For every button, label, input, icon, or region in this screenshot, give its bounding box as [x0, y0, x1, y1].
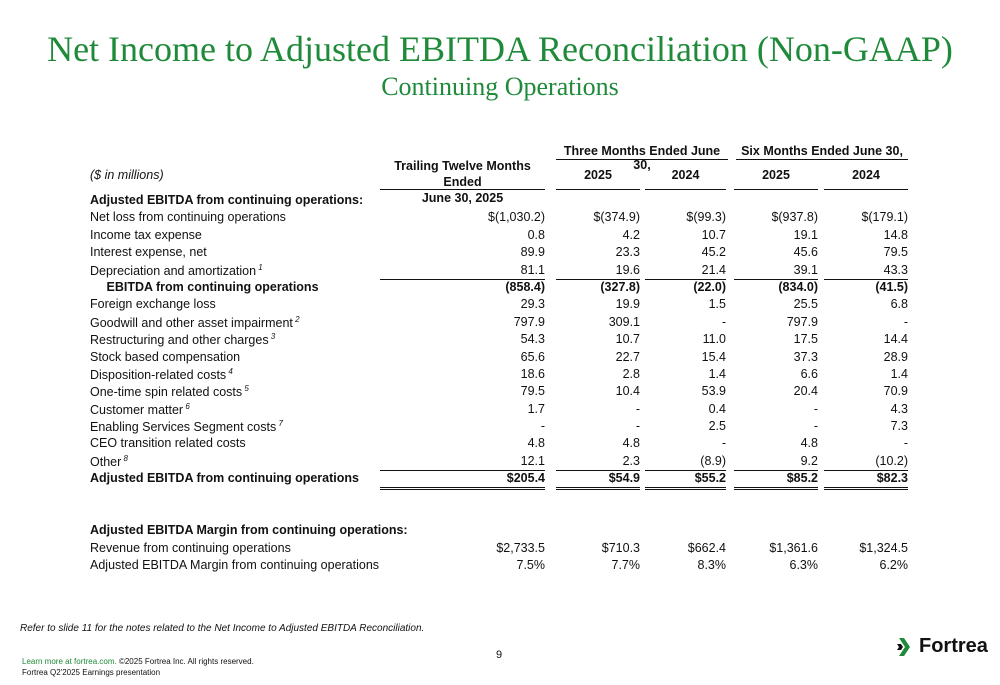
table-cell: 10.7 [701, 227, 726, 242]
footnote-marker: 7 [276, 419, 283, 429]
table-cell: 4.8 [622, 436, 640, 451]
table-cell: 18.6 [520, 366, 545, 381]
subtotal-rule [556, 279, 640, 280]
table-cell: (10.2) [875, 453, 908, 468]
table-cell: 1.5 [708, 297, 726, 312]
double-underline [824, 487, 908, 490]
table-cell: 11.0 [702, 332, 726, 347]
subtotal-rule [645, 470, 726, 471]
table-cell: (858.4) [505, 279, 545, 294]
row-label: Disposition-related costs $^4$ [90, 366, 233, 383]
table-cell: 22.7 [615, 349, 640, 364]
column-header-ttm-line1: Trailing Twelve Months Ended [394, 159, 531, 189]
table-cell: 15.4 [701, 349, 726, 364]
table-row [90, 383, 910, 400]
table-cell: (327.8) [600, 279, 640, 294]
footnote-marker: 4 [226, 366, 233, 376]
table-cell: 19.9 [615, 297, 640, 312]
table-cell: - [903, 436, 908, 451]
column-header-3m-2025: 2025 [584, 168, 612, 182]
column-header-6m-2024: 2024 [852, 168, 880, 182]
table-cell: 79.5 [520, 384, 545, 399]
table-cell: 2.8 [622, 366, 640, 381]
subtotal-rule [380, 279, 545, 280]
table-cell: $1,361.6 [769, 540, 818, 555]
table-cell: $(1,030.2) [488, 210, 545, 225]
table-cell: 8.3% [697, 558, 726, 573]
row-label: Customer matter $^6$ [90, 401, 190, 417]
table-cell: $(99.3) [686, 210, 726, 225]
table-cell: 7.3 [890, 419, 908, 434]
table-cell: (834.0) [778, 279, 818, 294]
column-header-6m-2025: 2025 [762, 168, 790, 182]
table-cell: 1.7 [527, 401, 545, 416]
table-cell: 4.3 [890, 401, 908, 416]
row-label: Foreign exchange loss [90, 297, 216, 312]
table-cell: - [721, 314, 726, 329]
table-cell: 0.8 [527, 227, 545, 242]
table-cell: - [721, 436, 726, 451]
subtotal-rule [824, 470, 908, 471]
table-cell: 7.5% [516, 558, 545, 573]
table-cell: 2.5 [708, 419, 726, 434]
table-cell: 23.3 [615, 245, 640, 260]
subtotal-rule [734, 470, 818, 471]
header-rule [734, 189, 818, 190]
table-cell: 10.7 [615, 332, 640, 347]
table-cell: 45.2 [701, 245, 726, 260]
table-row [90, 453, 910, 470]
table-cell: 28.9 [883, 349, 908, 364]
row-label: Adjusted EBITDA from continuing operations [90, 471, 359, 486]
fortrea-logo [897, 635, 988, 658]
table-row [90, 349, 910, 366]
double-underline [645, 487, 726, 490]
table-cell: $205.4 [506, 471, 545, 486]
table-row [90, 314, 910, 331]
table-cell: 0.4 [708, 401, 726, 416]
header-rule [824, 189, 908, 190]
table-cell: 17.5 [793, 332, 818, 347]
footnote-marker: 5 [242, 384, 249, 394]
footnote-marker: 3 [268, 332, 276, 342]
footnote-marker: 2 [292, 314, 300, 324]
table-cell: $82.3 [876, 471, 908, 486]
table-cell: $(179.1) [861, 210, 908, 225]
table-cell: 10.4 [615, 384, 640, 399]
table-cell: 19.1 [793, 227, 818, 242]
table-cell: 4.2 [622, 227, 640, 242]
table-row [90, 296, 910, 313]
table-total-row [90, 470, 910, 487]
double-underline [734, 487, 818, 490]
logo-text: Fortrea [919, 635, 988, 657]
footnote-marker: 6 [183, 401, 190, 411]
table-cell: (41.5) [875, 279, 908, 294]
footnote-marker: 1 [256, 262, 263, 272]
table-row [90, 366, 910, 383]
row-label: EBITDA from continuing operations [106, 279, 319, 294]
table-row [90, 209, 910, 226]
section-heading [90, 522, 910, 539]
section-heading [90, 192, 910, 209]
table-cell: $710.3 [601, 540, 640, 555]
header-rule [380, 189, 545, 190]
table-row [90, 262, 910, 279]
table-row [90, 244, 910, 261]
table-cell: 39.1 [793, 262, 818, 277]
table-cell: 25.5 [793, 297, 818, 312]
table-cell: $2,733.5 [496, 540, 545, 555]
table-cell: 6.6 [800, 366, 818, 381]
table-cell: 1.4 [890, 366, 908, 381]
table-cell: 797.9 [513, 314, 545, 329]
unit-label: ($ in millions) [90, 168, 164, 182]
table-cell: $55.2 [694, 471, 726, 486]
table-cell: $(374.9) [593, 210, 640, 225]
subtotal-rule [734, 279, 818, 280]
table-total-row [90, 279, 910, 296]
table-row [90, 401, 910, 418]
table-cell: 7.7% [611, 558, 640, 573]
table-cell: 53.9 [701, 384, 726, 399]
group-header-six-months: Six Months Ended June 30, [736, 144, 908, 160]
slide-title: Net Income to Adjusted EBITDA Reconciliation (Non-GAAP) [47, 29, 953, 69]
table-cell: - [635, 401, 640, 416]
table-cell: - [903, 314, 908, 329]
table-row [90, 331, 910, 348]
footnote-marker: 8 [121, 453, 128, 463]
footer-presentation: Fortrea Q2'2025 Earnings presentation [22, 668, 161, 677]
table-cell: 6.3% [789, 558, 818, 573]
table-cell: 89.9 [520, 245, 545, 260]
table-cell: 6.2% [879, 558, 908, 573]
table-cell: 309.1 [608, 314, 640, 329]
row-label: Net loss from continuing operations [90, 210, 286, 225]
table-cell: $(937.8) [771, 210, 818, 225]
row-label: Other $^8$ [90, 453, 128, 470]
table-cell: 54.3 [520, 332, 545, 347]
row-label: Restructuring and other charges $^3$ [90, 332, 276, 348]
table-cell: 65.6 [520, 349, 545, 364]
subtotal-rule [645, 279, 726, 280]
row-label: Depreciation and amortization $^1$ [90, 262, 263, 278]
section-heading-label: Adjusted EBITDA Margin from continuing operations: [90, 523, 408, 538]
table-cell: (8.9) [700, 453, 726, 468]
section-heading-label: Adjusted EBITDA from continuing operations: [90, 193, 364, 207]
table-cell: 14.4 [883, 332, 908, 347]
row-label: Adjusted EBITDA Margin from continuing operations [90, 558, 380, 573]
table-cell: 81.1 [520, 262, 545, 277]
row-label: Stock based compensation [90, 349, 241, 364]
chevron-logo-icon [897, 636, 915, 658]
column-header-ttm-line2: June 30, 2025 [421, 191, 504, 205]
table-cell: - [813, 419, 818, 434]
table-cell: 9.2 [800, 453, 818, 468]
table-cell: 1.4 [708, 366, 726, 381]
table-cell: - [813, 401, 818, 416]
table-cell: $85.2 [786, 471, 818, 486]
table-cell: 45.6 [793, 245, 818, 260]
table-cell: 70.9 [883, 384, 908, 399]
group-header-three-months: Three Months Ended June 30, [556, 144, 728, 160]
table-cell: 43.3 [883, 262, 908, 277]
table-row [90, 227, 910, 244]
row-label: One-time spin related costs $^5$ [90, 384, 249, 400]
table-cell: 6.8 [890, 297, 908, 312]
row-label: CEO transition related costs [90, 436, 246, 451]
table-cell: 4.8 [527, 436, 545, 451]
reconciliation-table [90, 192, 910, 575]
table-cell: 20.4 [793, 384, 818, 399]
page-number: 9 [496, 649, 503, 661]
table-cell: $662.4 [687, 540, 726, 555]
column-header-3m-2024: 2024 [671, 168, 700, 182]
table-row [90, 540, 910, 557]
row-label: Enabling Services Segment costs $^7$ [90, 419, 283, 435]
header-rule [645, 189, 726, 190]
table-cell: $1,324.5 [859, 540, 908, 555]
table-cell: 12.1 [520, 453, 545, 468]
table-cell: $54.9 [608, 471, 640, 486]
footer-link[interactable]: Learn more at fortrea.com. [22, 657, 117, 666]
table-row [90, 418, 910, 435]
row-label: Goodwill and other asset impairment $^2$ [90, 314, 300, 330]
table-cell: 19.6 [615, 262, 640, 277]
table-row [90, 435, 910, 452]
row-label: Income tax expense [90, 227, 202, 242]
header-rule [556, 189, 640, 190]
subtotal-rule [824, 279, 908, 280]
table-cell: 4.8 [800, 436, 818, 451]
table-cell: 21.4 [701, 262, 726, 277]
table-cell: 37.3 [793, 349, 818, 364]
table-cell: 79.5 [883, 245, 908, 260]
table-cell: 797.9 [786, 314, 818, 329]
table-row [90, 557, 910, 574]
footnote-reference: Refer to slide 11 for the notes related to the Net Income to Adjusted EBITDA Reconciliation. [20, 623, 425, 634]
table-cell: 14.8 [883, 227, 908, 242]
row-label: Revenue from continuing operations [90, 540, 291, 555]
subtotal-rule [380, 470, 545, 471]
double-underline [380, 487, 545, 490]
table-cell: 29.3 [520, 297, 545, 312]
footer-copyright: ©2025 Fortrea Inc. All rights reserved. [118, 657, 254, 666]
subtotal-rule [556, 470, 640, 471]
double-underline [556, 487, 640, 490]
footer-line [22, 657, 254, 666]
slide-subtitle: Continuing Operations [381, 72, 619, 101]
row-label: Interest expense, net [90, 245, 207, 260]
table-cell: - [540, 419, 545, 434]
table-cell: 2.3 [622, 453, 640, 468]
table-cell: (22.0) [693, 279, 726, 294]
table-cell: - [635, 419, 640, 434]
